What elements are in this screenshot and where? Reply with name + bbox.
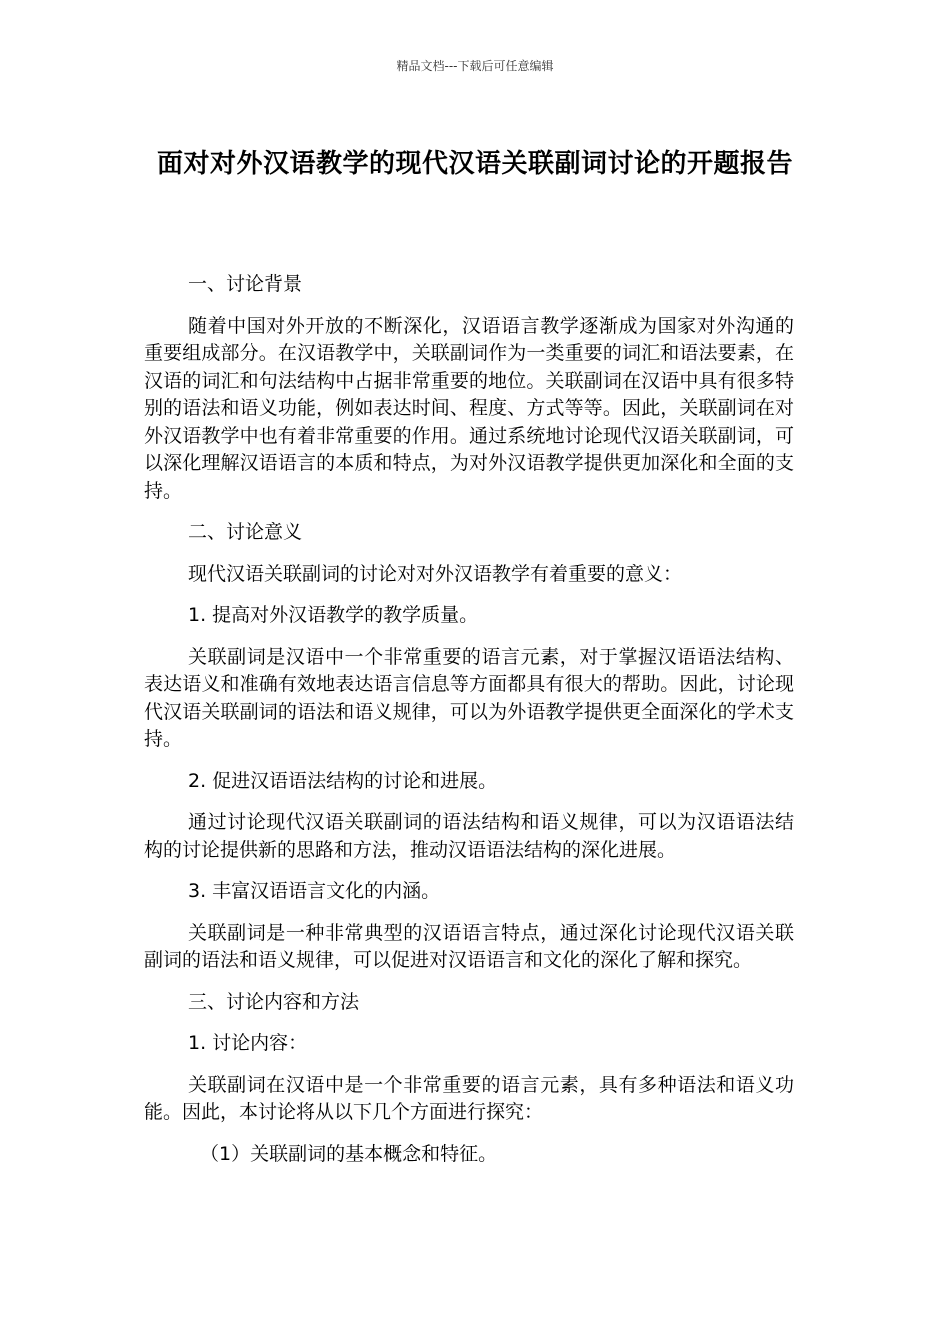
paragraph-item-3: 关联副词是一种非常典型的汉语语言特点，通过深化讨论现代汉语关联副词的语法和语义规律，可以促进对汉语语言和文化的深化了解和探究。 [144,921,794,971]
paragraph-content-intro: 关联副词在汉语中是一个非常重要的语言元素，具有多种语法和语义功能。因此，本讨论将从以下几个方面进行探究： [144,1073,794,1123]
section-heading-background: 一、讨论背景 [188,273,303,295]
paragraph-background: 随着中国对外开放的不断深化，汉语语言教学逐渐成为国家对外沟通的重要组成部分。在汉语教学中，关联副词作为一类重要的词汇和语法要素，在汉语的词汇和句法结构中占据非常重要的地位。关联副词在汉语中具有很多特别的语法和语义功能，例如表达时间、程度、方式等等。因此，关联副词在对外汉语教学中也有着非常重要的作用。通过系统地讨论现代汉语关联副词，可以深化理解汉语语言的本质和特点，为对外汉语教学提供更加深化和全面的支持。 [144,314,794,502]
list-item-1-heading: 1. 提高对外汉语教学的教学质量。 [188,604,479,626]
subsection-heading-content: 1. 讨论内容： [188,1032,308,1054]
section-heading-content-methods: 三、讨论内容和方法 [188,990,360,1013]
paragraph-item-2: 通过讨论现代汉语关联副词的语法结构和语义规律，可以为汉语语法结构的讨论提供新的思路和方法，推动汉语语法结构的深化进展。 [144,811,794,861]
paragraph-significance-intro: 现代汉语关联副词的讨论对对外汉语教学有着重要的意义： [188,562,683,585]
list-item-3-heading: 3. 丰富汉语语言文化的内涵。 [188,880,441,902]
paragraph-item-1: 关联副词是汉语中一个非常重要的语言元素，对于掌握汉语语法结构、表达语义和准确有效地表达语言信息等方面都具有很大的帮助。因此，讨论现代汉语关联副词的语法和语义规律，可以为外语教学提供更全面深化的学术支持。 [144,645,794,750]
sub-item-1: （1）关联副词的基本概念和特征。 [200,1142,498,1165]
document-title: 面对对外汉语教学的现代汉语关联副词讨论的开题报告 [156,149,793,179]
list-item-2-heading: 2. 促进汉语语法结构的讨论和进展。 [188,769,498,792]
header-note: 精品文档---下载后可任意编辑 [396,59,554,73]
section-heading-significance: 二、讨论意义 [188,521,303,543]
document-body [144,271,794,1182]
